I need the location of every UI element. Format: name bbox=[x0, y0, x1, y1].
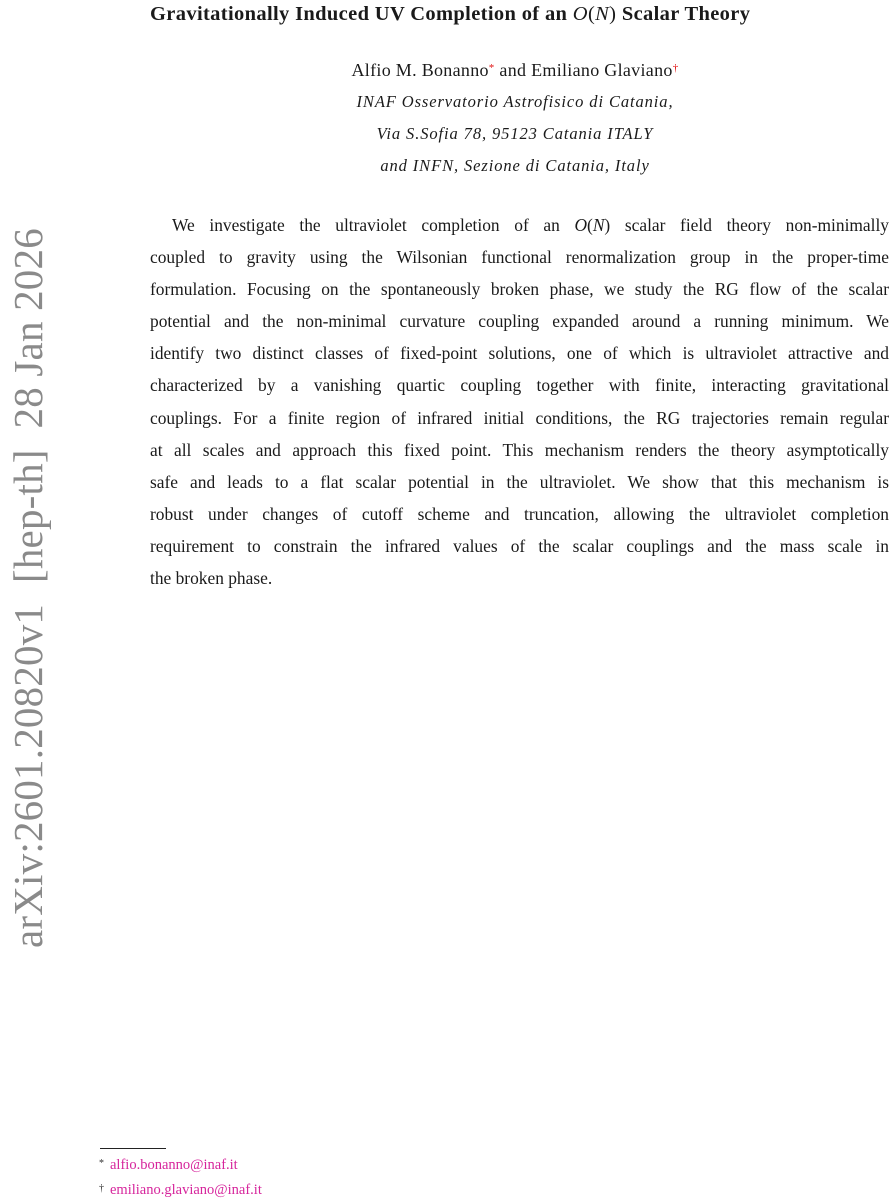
abstract-line-11: requirement to constrain the infrared values of the scalar couplings and the mass scale in bbox=[150, 535, 889, 556]
author-2-footnote-mark[interactable]: † bbox=[672, 62, 679, 74]
abstract-line-10: robust under changes of cutoff scheme and truncation, allowing the ultraviolet completion bbox=[150, 503, 889, 524]
footnote-2-email-link[interactable]: emiliano.glaviano@inaf.it bbox=[110, 1182, 262, 1198]
abstract-line-1 bbox=[150, 209, 889, 241]
title-math-o: O bbox=[572, 3, 588, 25]
abstract-line-6: characterized by a vanishing quartic coupling together with finite, interacting gravitational bbox=[150, 375, 889, 396]
footnote-2 bbox=[99, 1181, 262, 1199]
footnote-2-mark: † bbox=[99, 1183, 104, 1194]
math-symbol-o: O bbox=[574, 215, 588, 235]
abstract-line-5: identify two distinct classes of fixed-point solutions, one of which is ultraviolet attractive and bbox=[150, 343, 889, 364]
arxiv-stamp[interactable]: arXiv:2601.20820v1 [hep-th] 28 Jan 2026 bbox=[5, 228, 51, 948]
abstract-line-2: coupled to gravity using the Wilsonian functional renormalization group in the proper-time bbox=[150, 247, 889, 268]
abstract-text: We investigate the ultraviolet completion of an bbox=[172, 215, 575, 235]
title-text-suffix: Scalar Theory bbox=[616, 3, 751, 25]
footnote-1-mark: * bbox=[99, 1158, 104, 1169]
math-paren-close: ) bbox=[604, 215, 611, 235]
title-math-paren-close: ) bbox=[609, 3, 617, 25]
abstract-line-9: safe and leads to a flat scalar potential in the ultraviolet. We show that this mechanism is bbox=[150, 471, 889, 492]
abstract-line-4: potential and the non-minimal curvature coupling expanded around a running minimum. We bbox=[150, 311, 889, 332]
author-name-1: Alfio M. Bonanno bbox=[351, 60, 489, 80]
abstract-line-3: formulation. Focusing on the spontaneously broken phase, we study the RG flow of the scalar bbox=[150, 279, 889, 300]
abstract-line-12: the broken phase. bbox=[150, 568, 273, 589]
title-math-paren-open: ( bbox=[587, 3, 596, 25]
affiliation-line-3: and INFN, Sezione di Catania, Italy bbox=[380, 156, 650, 175]
affiliation-line-2: Via S.Sofia 78, 95123 Catania ITALY bbox=[376, 124, 654, 143]
math-paren-open: ( bbox=[587, 215, 593, 235]
author-1-footnote-mark[interactable]: * bbox=[488, 62, 495, 74]
abstract-line-8: at all scales and approach this fixed point. This mechanism renders the theory asymptotically bbox=[150, 439, 889, 460]
math-symbol-n: N bbox=[592, 215, 605, 235]
footnote-1-email-link[interactable]: alfio.bonanno@inaf.it bbox=[110, 1157, 238, 1173]
affiliation-line-1: INAF Osservatorio Astrofisico di Catania, bbox=[356, 92, 674, 111]
title-math-n: N bbox=[595, 3, 610, 25]
author-name-2: Emiliano Glaviano bbox=[531, 60, 673, 80]
footnote-1 bbox=[99, 1156, 238, 1174]
abstract-text: scalar field theory non-minimally bbox=[610, 215, 889, 235]
paper-title bbox=[150, 2, 889, 26]
author-line bbox=[150, 58, 880, 82]
abstract-line-7: couplings. For a finite region of infrared initial conditions, the RG trajectories remain regular bbox=[150, 407, 889, 428]
title-text-prefix: Gravitationally Induced UV Completion of an bbox=[150, 3, 573, 25]
author-conjunction: and bbox=[494, 60, 532, 80]
footnote-divider bbox=[100, 1148, 166, 1149]
abstract bbox=[150, 209, 889, 594]
